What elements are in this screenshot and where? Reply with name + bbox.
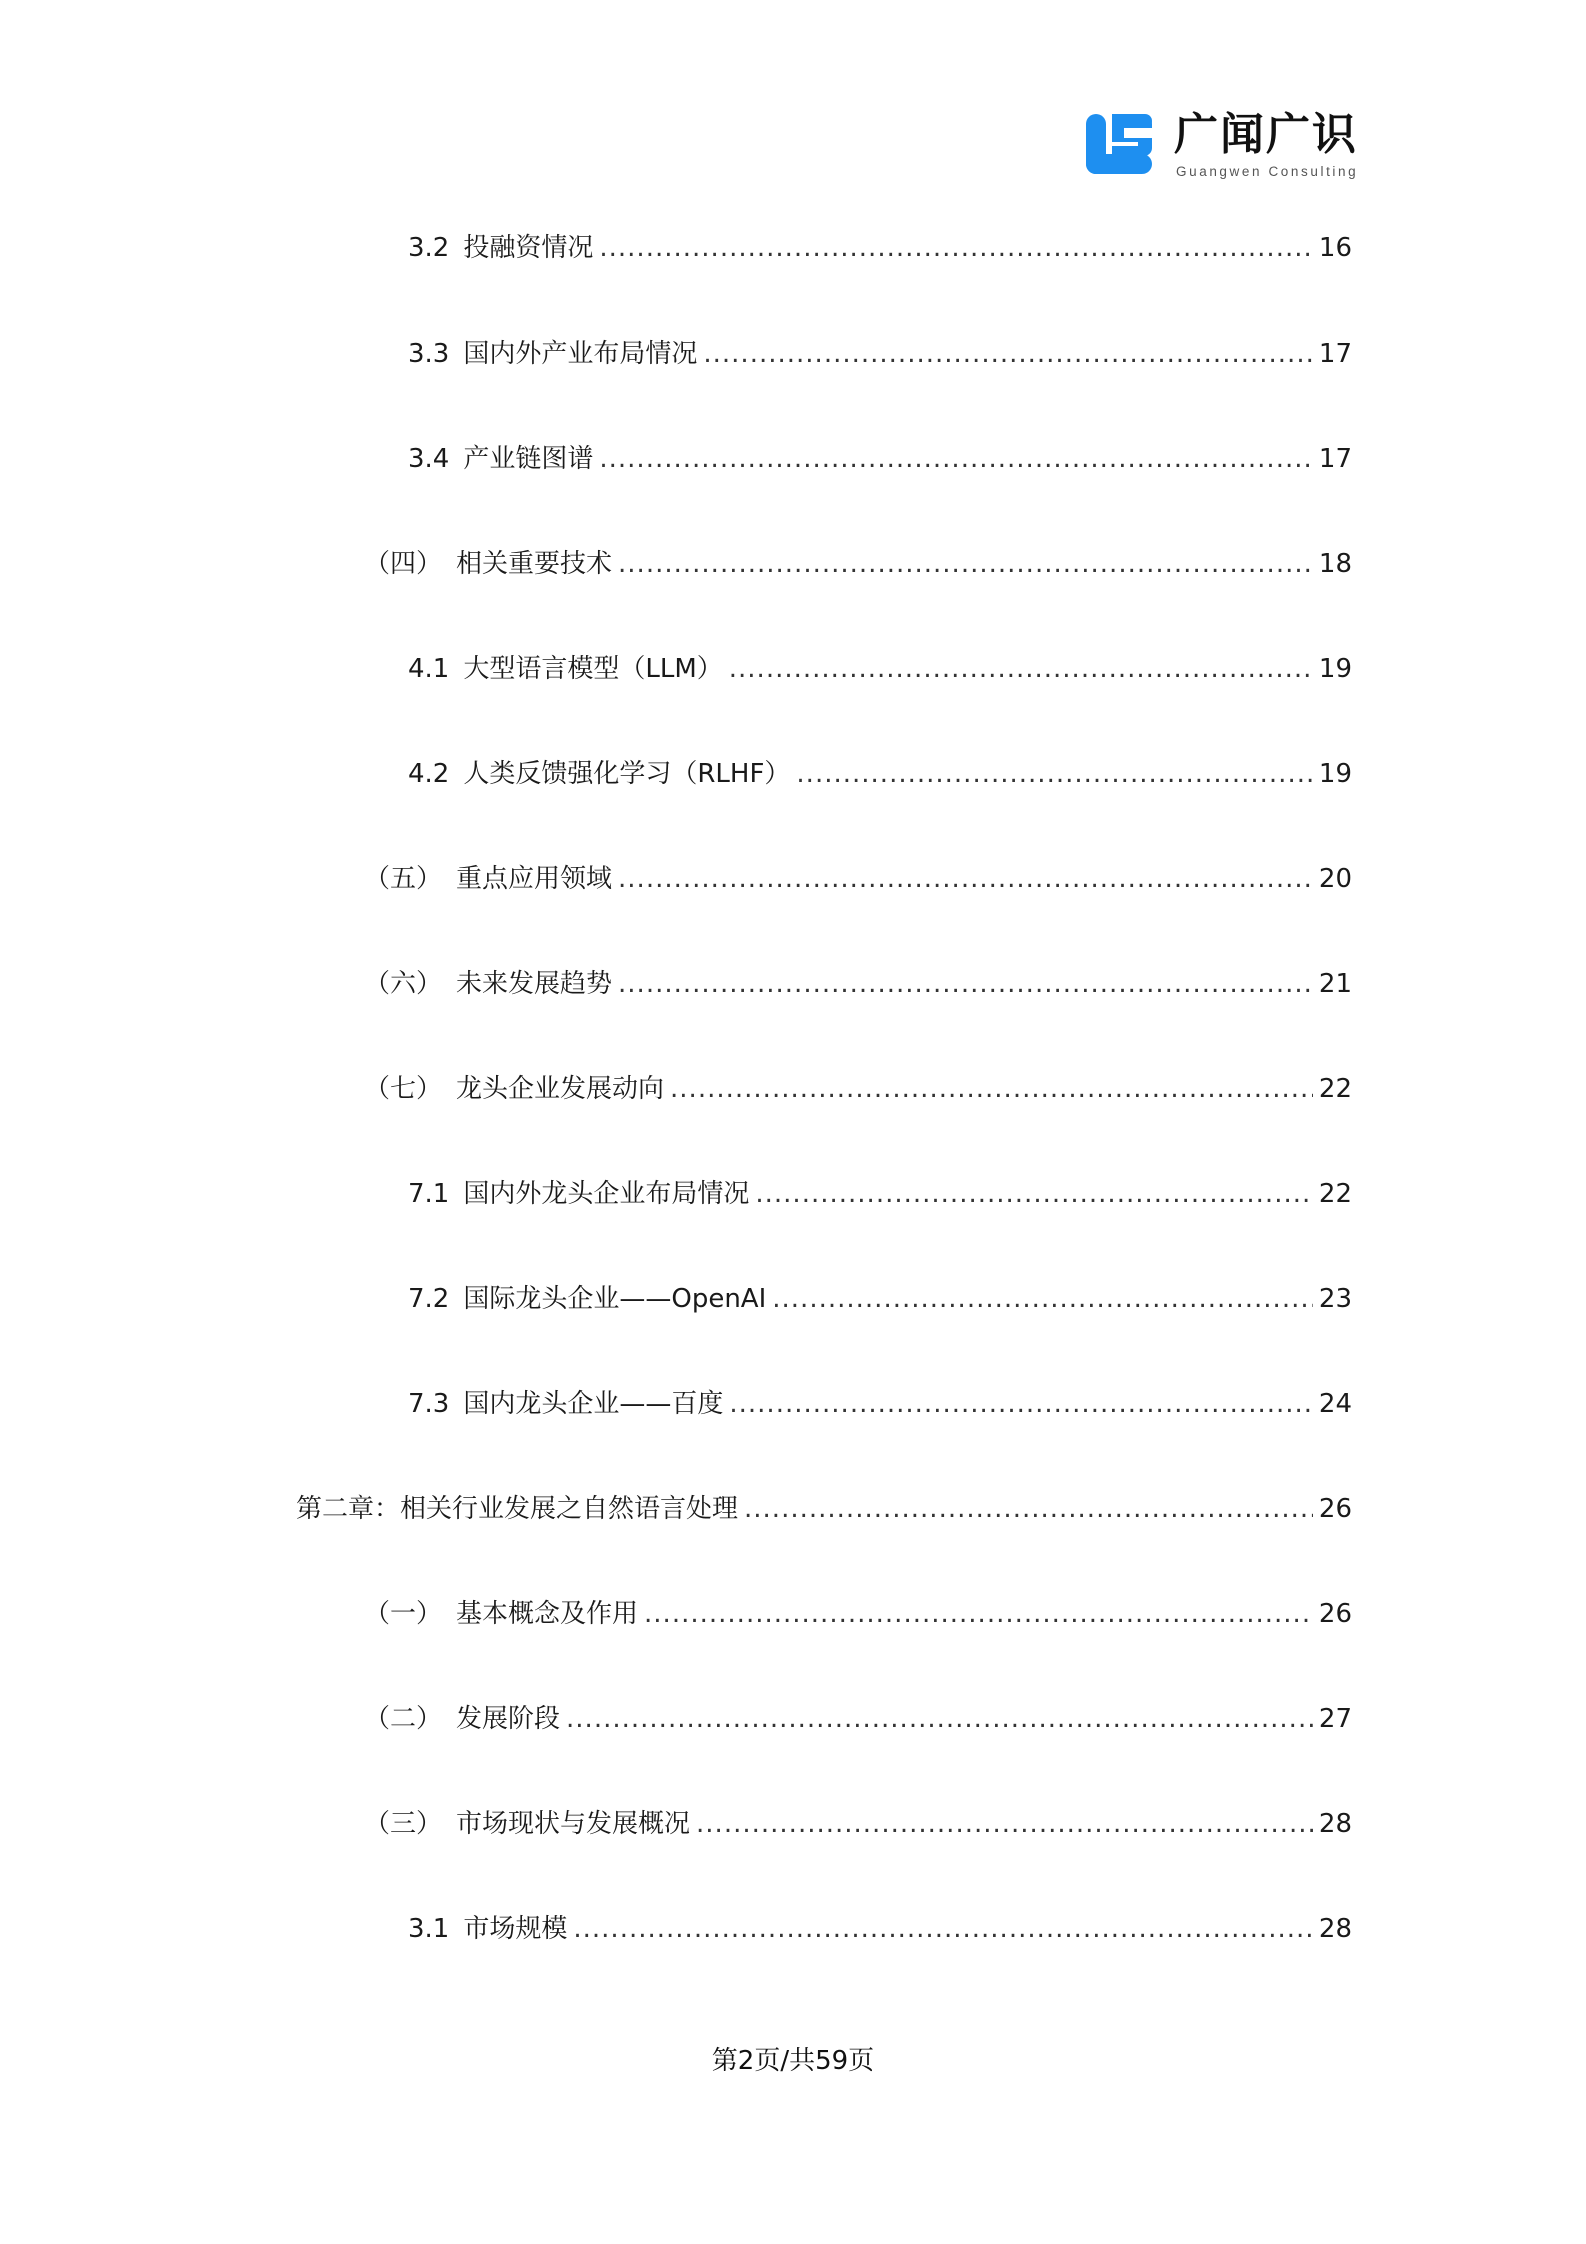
toc-entry-title: 龙头企业发展动向: [456, 1074, 665, 1104]
toc-entry-number: （七）: [364, 1074, 443, 1104]
toc-entry-page: 16: [1318, 233, 1352, 263]
toc-entry[interactable]: [408, 230, 1352, 266]
toc-entry[interactable]: [364, 1596, 1352, 1632]
toc-dot-leader: [796, 756, 1312, 792]
toc-dot-leader: [696, 1806, 1313, 1842]
toc-entry-page: 18: [1318, 549, 1352, 579]
toc-entry-title: 相关重要技术: [456, 549, 613, 579]
toc-entry-title: 人类反馈强化学习（RLHF）: [463, 759, 791, 789]
toc-dot-leader: [729, 1386, 1313, 1422]
toc-entry-page: 26: [1318, 1494, 1352, 1524]
toc-entry-title: 国内外龙头企业布局情况: [463, 1179, 750, 1209]
toc-entry-page: 24: [1318, 1389, 1352, 1419]
toc-entry[interactable]: [408, 756, 1352, 792]
toc-dot-leader: [618, 546, 1313, 582]
toc-entry[interactable]: [364, 1806, 1352, 1842]
toc-entry-page: 22: [1318, 1179, 1352, 1209]
toc-entry-title: 未来发展趋势: [456, 969, 613, 999]
toc-entry-number: 7.1: [408, 1179, 450, 1209]
toc-entry-title: 市场现状与发展概况: [456, 1809, 691, 1839]
toc-dot-leader: [599, 230, 1313, 266]
page-footer: [0, 2040, 1586, 2077]
toc-entry-number: 4.1: [408, 654, 450, 684]
toc-entry[interactable]: [364, 861, 1352, 897]
toc-entry[interactable]: [408, 651, 1352, 687]
toc-entry-title: 产业链图谱: [463, 444, 594, 474]
toc-dot-leader: [744, 1491, 1313, 1527]
toc-dot-leader: [703, 336, 1313, 372]
toc-entry-page: 21: [1318, 969, 1352, 999]
toc-entry-number: 3.2: [408, 233, 450, 263]
toc-entry-page: 20: [1318, 864, 1352, 894]
toc-entry-number: （五）: [364, 864, 443, 894]
toc-entry-number: （三）: [364, 1809, 443, 1839]
toc-entry-title: 市场规模: [463, 1914, 568, 1944]
toc-dot-leader: [618, 861, 1313, 897]
toc-entry-title: 国内龙头企业——百度: [463, 1389, 724, 1419]
toc-entry-page: 28: [1318, 1809, 1352, 1839]
toc-entry-page: 22: [1318, 1074, 1352, 1104]
toc-entry-page: 28: [1318, 1914, 1352, 1944]
toc-dot-leader: [644, 1596, 1313, 1632]
toc-entry-number: （六）: [364, 969, 443, 999]
toc-entry-number: 3.3: [408, 339, 450, 369]
toc-entry-number: 7.3: [408, 1389, 450, 1419]
toc-dot-leader: [618, 966, 1313, 1002]
page-number-label: 第2页/共59页: [711, 2046, 875, 2076]
logo-english-name: Guangwen Consulting: [1176, 164, 1359, 179]
toc-entry-number: （四）: [364, 549, 443, 579]
toc-entry[interactable]: [408, 1176, 1352, 1212]
toc-entry-title: 发展阶段: [456, 1704, 561, 1734]
toc-dot-leader: [573, 1911, 1313, 1947]
toc-entry[interactable]: [364, 1701, 1352, 1737]
toc-dot-leader: [670, 1071, 1313, 1107]
toc-entry-number: 3.1: [408, 1914, 450, 1944]
toc-entry[interactable]: [408, 441, 1352, 477]
toc-chapter-title: 第二章：相关行业发展之自然语言处理: [296, 1494, 739, 1524]
toc-entry-page: 26: [1318, 1599, 1352, 1629]
toc-entry-number: （一）: [364, 1599, 443, 1629]
logo-chinese-name: 广闻广识: [1174, 109, 1358, 160]
toc-dot-leader: [729, 651, 1313, 687]
toc-entry-title: 投融资情况: [463, 233, 594, 263]
toc-entry[interactable]: [408, 336, 1352, 372]
toc-entry-page: 23: [1318, 1284, 1352, 1314]
toc-entry-page: 27: [1318, 1704, 1352, 1734]
toc-entry-page: 17: [1318, 339, 1352, 369]
toc-entry-page: 19: [1318, 759, 1352, 789]
toc-entry-title: 重点应用领域: [456, 864, 613, 894]
toc-entry-number: 7.2: [408, 1284, 450, 1314]
toc-dot-leader: [599, 441, 1313, 477]
toc-entry-page: 19: [1318, 654, 1352, 684]
toc-entry-page: 17: [1318, 444, 1352, 474]
toc-entry[interactable]: [408, 1281, 1352, 1317]
toc-entry[interactable]: [408, 1911, 1352, 1947]
toc-entry[interactable]: [364, 966, 1352, 1002]
toc-entry[interactable]: [408, 1386, 1352, 1422]
toc-entry-title: 国际龙头企业——OpenAI: [463, 1284, 767, 1314]
toc-entry[interactable]: [364, 1071, 1352, 1107]
toc-entry-number: （二）: [364, 1704, 443, 1734]
toc-chapter-entry[interactable]: [296, 1491, 1352, 1527]
toc-entry-title: 大型语言模型（LLM）: [463, 654, 723, 684]
toc-entry-number: 3.4: [408, 444, 450, 474]
toc-dot-leader: [566, 1701, 1313, 1737]
toc-entry-title: 基本概念及作用: [456, 1599, 639, 1629]
toc-dot-leader: [772, 1281, 1313, 1317]
toc-entry-title: 国内外产业布局情况: [463, 339, 698, 369]
toc-dot-leader: [755, 1176, 1313, 1212]
toc-entry-number: 4.2: [408, 759, 450, 789]
toc-entry[interactable]: [364, 546, 1352, 582]
